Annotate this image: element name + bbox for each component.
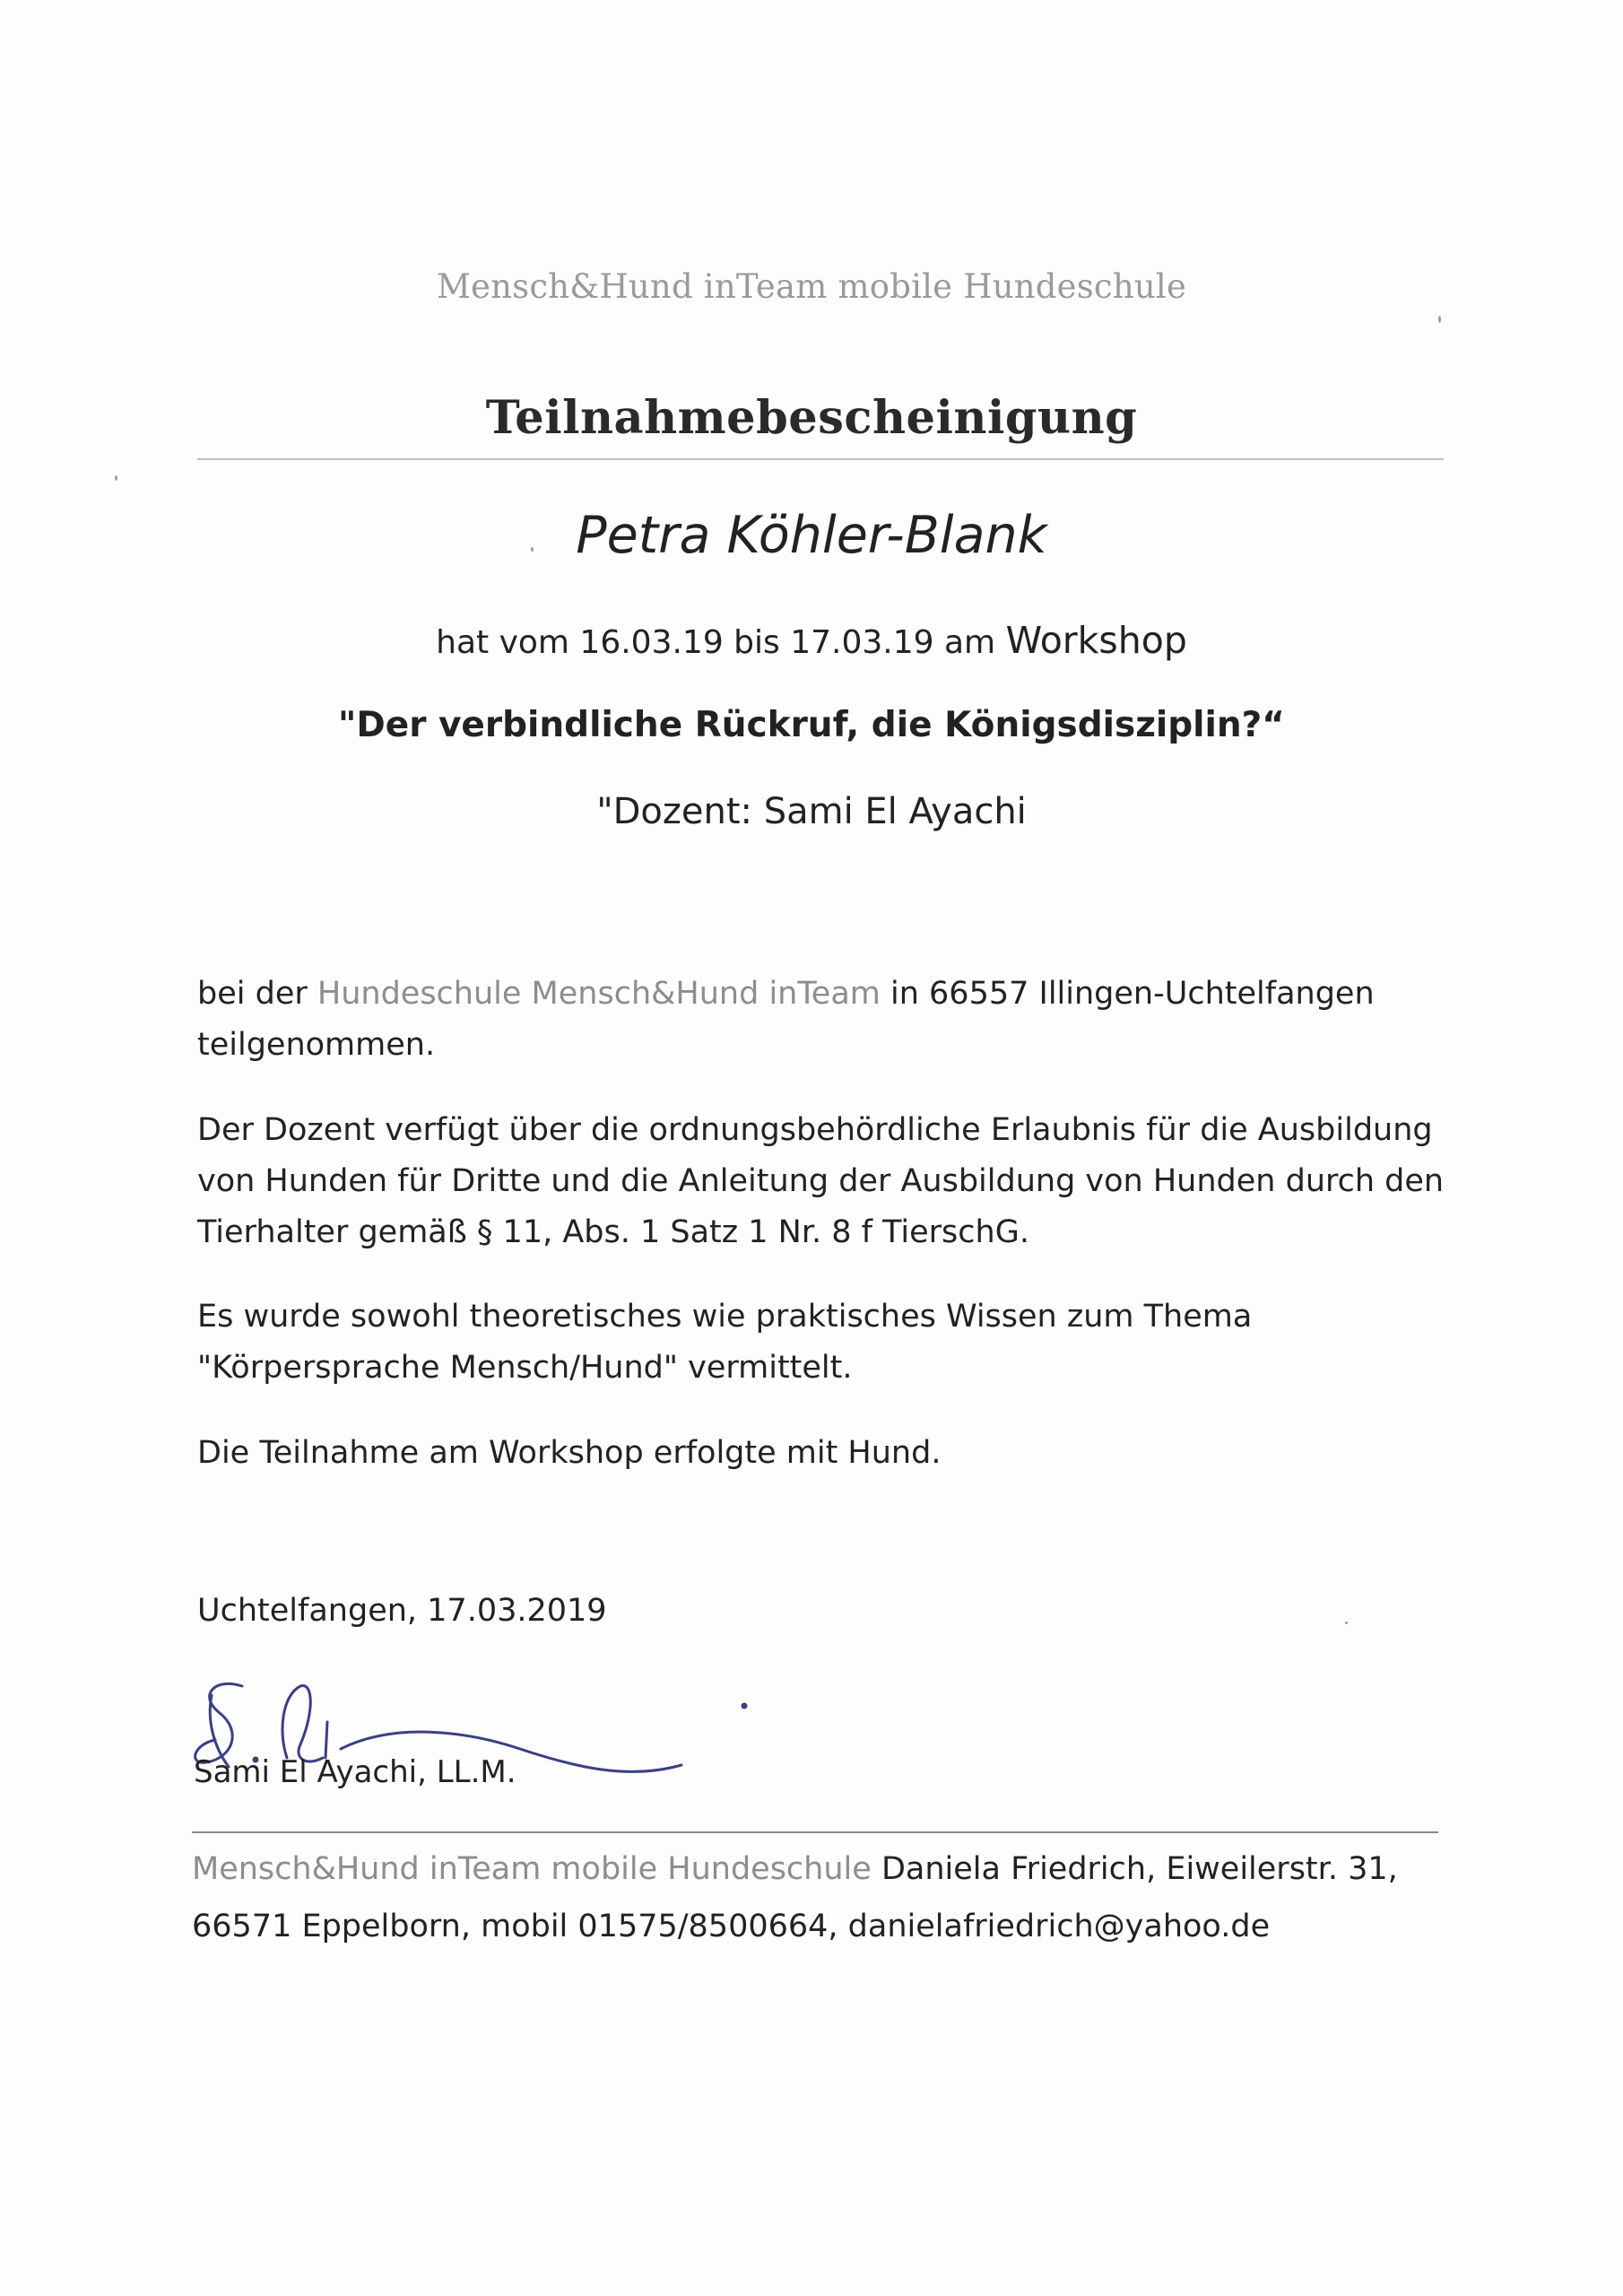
footer-school-name: Mensch&Hund inTeam mobile Hundeschule [192, 1851, 872, 1887]
p1-suffix: in 66557 Illingen-Uchtelfangen teilgenommen. [197, 976, 1375, 1063]
scan-speck [1438, 316, 1441, 323]
participation-paragraph [197, 969, 1453, 1071]
footer-contact-details: Daniela Friedrich, Eiweilerstr. 31, 66571 Eppelborn, mobil 01575/8500664, danielafriedrich@yahoo.de [192, 1851, 1398, 1944]
scan-speck [1345, 1622, 1348, 1624]
date-line-text: hat vom 16.03.19 bis 17.03.19 am [436, 624, 996, 661]
permission-paragraph: Der Dozent verfügt über die ordnungsbehördliche Erlaubnis für die Ausbildung von Hunden für Dritte und die Anleitung der Ausbildung von Hunden durch den Tierhalter gemäß § 11, Abs. 1 Satz 1 Nr. 8 f TierschG. [197, 1112, 1445, 1250]
workshop-title: "Der verbindliche Rückruf, die Königsdisziplin?“ [338, 705, 1285, 745]
certificate-title: Teilnahmebescheinigung [485, 391, 1138, 445]
workshop-date-line [0, 619, 1623, 662]
lecturer-line: "Dozent: Sami El Ayachi [596, 791, 1027, 832]
footer-divider [192, 1831, 1438, 1833]
scan-speck [115, 475, 117, 481]
date-line-workshop-word: Workshop [1005, 619, 1187, 662]
title-divider [197, 458, 1444, 460]
scan-speck [531, 547, 534, 552]
content-paragraph: Es wurde sowohl theoretisches wie praktisches Wissen zum Thema "Körpersprache Mensch/Hund" vermittelt. [197, 1299, 1253, 1386]
p1-school-name: Hundeschule Mensch&Hund inTeam [317, 976, 881, 1012]
place-and-date: Uchtelfangen, 17.03.2019 [197, 1593, 607, 1629]
participant-name: Petra Köhler-Blank [576, 506, 1047, 565]
p1-prefix: bei der [197, 976, 308, 1012]
header-school-name: Mensch&Hund inTeam mobile Hundeschule [436, 267, 1187, 306]
with-dog-paragraph: Die Teilnahme am Workshop erfolgte mit Hund. [197, 1435, 942, 1471]
footer-contact [192, 1840, 1465, 1955]
signer-name: Sami El Ayachi, LL.M. [194, 1754, 516, 1790]
